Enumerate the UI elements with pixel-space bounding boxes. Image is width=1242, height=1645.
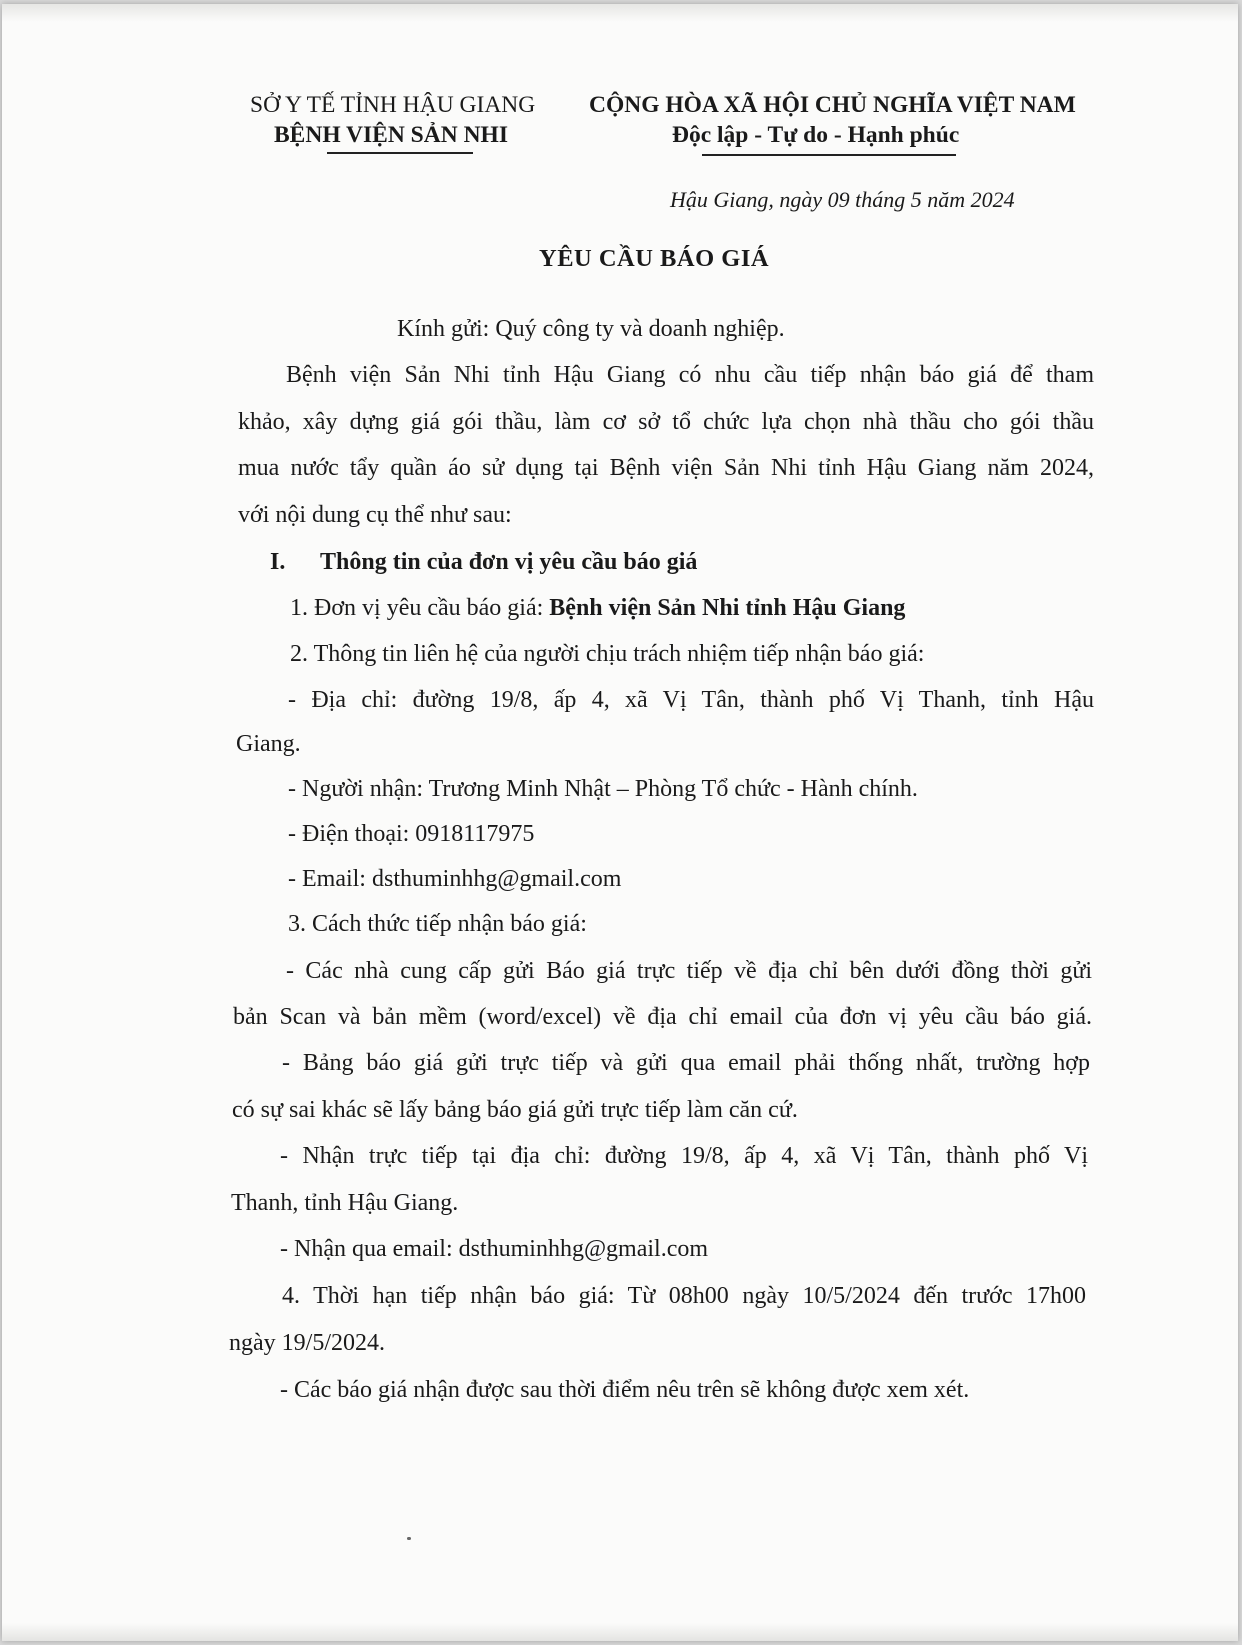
intro-line-4: với nội dung cụ thể như sau:	[238, 502, 512, 528]
address-line-2: Giang.	[236, 731, 301, 757]
motto-underline	[702, 154, 956, 156]
item-1-label: 1. Đơn vị yêu cầu báo giá:	[290, 595, 550, 621]
hospital-underline	[327, 152, 473, 154]
deadline-note: - Các báo giá nhận được sau thời điểm nêu trên sẽ không được xem xét.	[280, 1377, 970, 1403]
method-3-line-1: - Nhận trực tiếp tại địa chỉ: đường 19/8, ấp 4, xã Vị Tân, thành phố Vị	[280, 1143, 1088, 1169]
method-2-line-2: có sự sai khác sẽ lấy bảng báo giá gửi trực tiếp làm căn cứ.	[232, 1097, 798, 1123]
section-number: I.	[270, 549, 286, 575]
method-1-line-2: bản Scan và bản mềm (word/excel) về địa chỉ email của đơn vị yêu cầu báo giá.	[233, 1004, 1092, 1030]
item-1-value: Bệnh viện Sản Nhi tỉnh Hậu Giang	[549, 595, 906, 621]
deadline-line-1: 4. Thời hạn tiếp nhận báo giá: Từ 08h00 ngày 10/5/2024 đến trước 17h00	[282, 1283, 1086, 1309]
hospital-name: BỆNH VIỆN SẢN NHI	[274, 122, 508, 148]
agency-name: SỞ Y TẾ TỈNH HẬU GIANG	[250, 92, 536, 118]
intro-line-1: Bệnh viện Sản Nhi tỉnh Hậu Giang có nhu cầu tiếp nhận báo giá để tham	[286, 362, 1094, 388]
document-page	[2, 4, 1238, 1641]
method-2-line-1: - Bảng báo giá gửi trực tiếp và gửi qua email phải thống nhất, trường hợp	[282, 1050, 1090, 1076]
country-name: CỘNG HÒA XÃ HỘI CHỦ NGHĨA VIỆT NAM	[589, 92, 1076, 118]
method-3-line-2: Thanh, tỉnh Hậu Giang.	[231, 1190, 459, 1216]
email-line: - Email: dsthuminhhg@gmail.com	[288, 866, 622, 892]
salutation: Kính gửi: Quý công ty và doanh nghiệp.	[397, 316, 785, 342]
method-1-line-1: - Các nhà cung cấp gửi Báo giá trực tiếp về địa chỉ bên dưới đồng thời gửi	[286, 958, 1092, 984]
item-1	[290, 596, 905, 620]
intro-line-2: khảo, xây dựng giá gói thầu, làm cơ sở tổ chức lựa chọn nhà thầu cho gói thầu	[238, 409, 1094, 435]
document-title: YÊU CẦU BÁO GIÁ	[539, 245, 770, 272]
intro-line-3: mua nước tẩy quần áo sử dụng tại Bệnh viện Sản Nhi tỉnh Hậu Giang năm 2024,	[238, 455, 1094, 481]
scan-top-edge	[2, 4, 1238, 22]
deadline-line-2: ngày 19/5/2024.	[229, 1330, 385, 1356]
recipient-line: - Người nhận: Trương Minh Nhật – Phòng Tổ chức - Hành chính.	[288, 776, 918, 802]
phone-line: - Điện thoại: 0918117975	[288, 821, 535, 847]
address-line-1: - Địa chỉ: đường 19/8, ấp 4, xã Vị Tân, thành phố Vị Thanh, tỉnh Hậu	[288, 687, 1094, 713]
scan-bottom-edge	[2, 1623, 1238, 1641]
item-2-label: 2. Thông tin liên hệ của người chịu trách nhiệm tiếp nhận báo giá:	[290, 641, 925, 667]
national-motto: Độc lập - Tự do - Hạnh phúc	[672, 122, 960, 148]
section-heading: Thông tin của đơn vị yêu cầu báo giá	[320, 549, 698, 575]
item-3-label: 3. Cách thức tiếp nhận báo giá:	[288, 911, 587, 937]
method-4: - Nhận qua email: dsthuminhhg@gmail.com	[280, 1236, 709, 1262]
scan-speck	[407, 1537, 411, 1540]
date-line: Hậu Giang, ngày 09 tháng 5 năm 2024	[670, 187, 1015, 212]
